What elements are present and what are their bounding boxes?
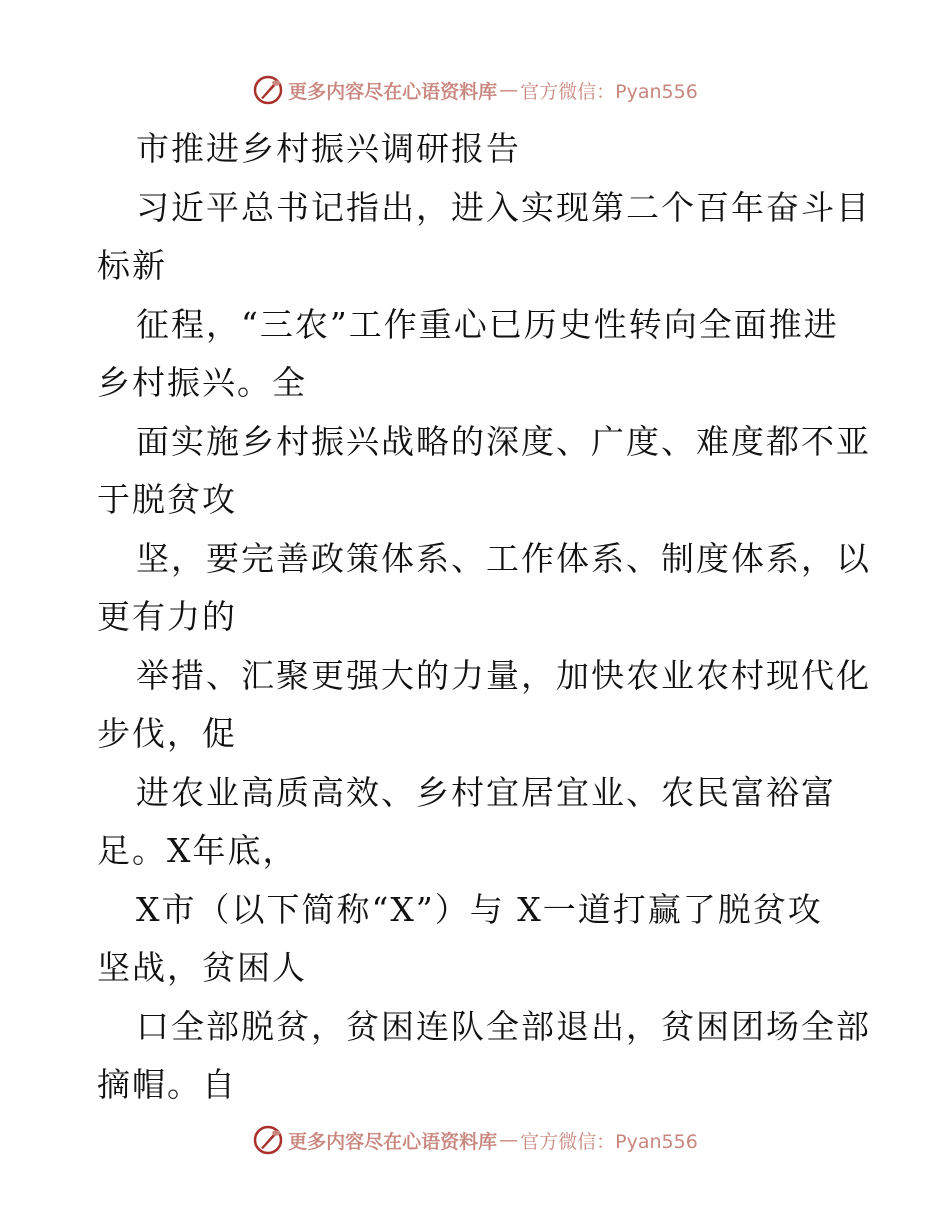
doc-line: 标新: [97, 246, 167, 285]
header-banner-main: 更多内容尽在心语资料库: [288, 80, 498, 103]
doc-line: 足。X年底，: [97, 831, 298, 870]
footer-banner-main: 更多内容尽在心语资料库: [288, 1130, 498, 1153]
doc-line: 征程，“三农”工作重心已历史性转向全面推进: [136, 304, 839, 344]
doc-line: 举措、汇聚更强大的力量，加快农业农村现代化: [136, 655, 871, 695]
doc-line: 坚，要完善政策体系、工作体系、制度体系，以: [136, 538, 871, 578]
doc-line: 坚战，贫困人: [97, 948, 307, 987]
footer-banner-dash: —: [499, 1129, 519, 1151]
doc-line: 口全部脱贫，贫困连队全部退出，贫困团场全部: [136, 1006, 871, 1046]
header-banner: [0, 70, 950, 110]
doc-line: 于脱贫攻: [97, 480, 237, 519]
doc-title: 市推进乡村振兴调研报告: [136, 129, 521, 168]
footer-banner-wechat: 官方微信：Pyan556: [520, 1130, 698, 1153]
header-banner-wechat: 官方微信：Pyan556: [520, 80, 698, 103]
doc-line: 进农业高质高效、乡村宜居宜业、农民富裕富: [136, 772, 836, 812]
header-banner-dash: —: [499, 79, 519, 101]
footer-banner: [0, 1120, 950, 1160]
doc-line: X市（以下简称“X”）与 X一道打赢了脱贫攻: [136, 889, 823, 929]
quill-logo-icon: [252, 1124, 284, 1156]
doc-line: 面实施乡村振兴战略的深度、广度、难度都不亚: [136, 421, 871, 461]
quill-logo-icon: [252, 74, 284, 106]
doc-line: 习近平总书记指出，进入实现第二个百年奋斗目: [136, 187, 871, 227]
doc-line: 更有力的: [97, 597, 237, 636]
doc-line: 摘帽。自: [97, 1065, 237, 1104]
document-body: [97, 120, 871, 1115]
doc-line: 步伐，促: [97, 714, 237, 753]
doc-line: 乡村振兴。全: [97, 363, 307, 402]
